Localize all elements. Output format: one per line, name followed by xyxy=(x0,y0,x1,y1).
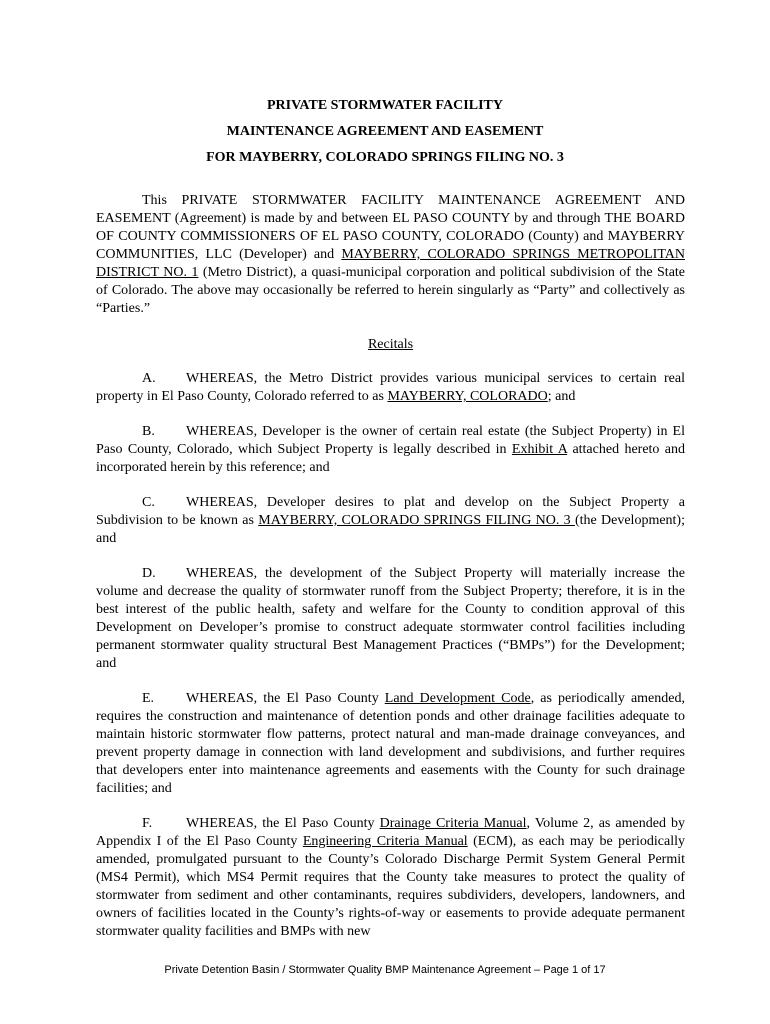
recital-letter: A. xyxy=(142,371,156,386)
recital-underlined: MAYBERRY, COLORADO xyxy=(387,389,548,404)
intro-paragraph xyxy=(96,192,685,318)
recital-d xyxy=(96,565,685,673)
recital-text: (the Development); and xyxy=(96,513,685,546)
title-line-2: MAINTENANCE AGREEMENT AND EASEMENT xyxy=(226,124,544,139)
title-line-3: FOR MAYBERRY, COLORADO SPRINGS FILING NO. 3 xyxy=(206,150,564,165)
title-line-1: PRIVATE STORMWATER FACILITY xyxy=(267,98,503,113)
document-title xyxy=(0,93,770,171)
recital-text: WHEREAS, Developer is the owner of certain real estate (the Subject Property) in El Paso County, Colorado, which Subject Property is legally described in xyxy=(96,424,685,457)
recital-underlined: MAYBERRY, COLORADO SPRINGS FILING NO. 3 xyxy=(258,513,575,528)
recital-letter: E. xyxy=(142,691,155,706)
recital-letter: B. xyxy=(142,424,155,439)
recital-letter: F. xyxy=(142,816,153,831)
recital-text: , Volume 2, as amended by Appendix I of the El Paso County xyxy=(96,816,685,849)
recital-b xyxy=(96,423,685,477)
recital-f xyxy=(96,815,685,941)
recital-text: , as periodically amended, requires the construction and maintenance of detention ponds and other drainage facilities adequate to maintain historic stormwater flow patterns, protect natural and man-made drainage conveyances, and prevent property damage in connection with land development and subdivisions, and further requires that developers enter into maintenance agreements and easements with the County for such drainage facilities; and xyxy=(96,691,685,796)
recital-letter: D. xyxy=(142,566,156,581)
intro-text-2: (Metro District), a quasi-municipal corporation and political subdivision of the State of Colorado. The above may occasionally be referred to herein singularly as “Party” and collectively as “Parties.” xyxy=(96,265,686,316)
document-body xyxy=(96,192,685,958)
recital-text: WHEREAS, the El Paso County xyxy=(186,816,380,831)
metro-district-name: MAYBERRY, COLORADO SPRINGS METROPOLITAN DISTRICT NO. 1 xyxy=(96,247,685,280)
recital-e xyxy=(96,690,685,798)
intro-text-1: This PRIVATE STORMWATER FACILITY MAINTENANCE AGREEMENT AND EASEMENT (Agreement) is made by and between EL PASO COUNTY by and through THE BOARD OF COUNTY COMMISSIONERS OF EL PASO COUNTY, COLORADO (County) and MAYBERRY COMMUNITIES, LLC (Developer) and xyxy=(96,193,685,262)
recital-underlined: Land Development Code xyxy=(384,691,531,706)
recital-text: WHEREAS, the El Paso County xyxy=(186,691,385,706)
recital-text: ; and xyxy=(547,389,576,404)
recital-text: WHEREAS, the Metro District provides various municipal services to certain real property in El Paso County, Colorado referred to as xyxy=(96,371,685,404)
recital-underlined: Drainage Criteria Manual xyxy=(379,816,527,831)
recitals-heading: Recitals xyxy=(367,337,414,352)
recital-text: WHEREAS, the development of the Subject Property will materially increase the volume and decrease the quality of stormwater runoff from the Subject Property; therefore, it is in the best interest of the public health, safety and welfare for the County to condition approval of this Development on Developer’s promise to construct adequate stormwater control facilities including permanent stormwater quality structural Best Management Practices (“BMPs”) for the Development; and xyxy=(96,566,685,671)
page-footer: Private Detention Basin / Stormwater Quality BMP Maintenance Agreement – Page 1 of 17 xyxy=(164,964,606,976)
recital-c xyxy=(96,494,685,548)
recital-underlined: Exhibit A xyxy=(511,442,568,457)
recital-letter: C. xyxy=(142,495,155,510)
recital-a xyxy=(96,370,685,406)
recital-underlined: Engineering Criteria Manual xyxy=(302,834,468,849)
recital-text: WHEREAS, Developer desires to plat and develop on the Subject Property a Subdivision to be known as xyxy=(96,495,685,528)
recital-text: (ECM), as each may be periodically amended, promulgated pursuant to the County’s Colorado Discharge Permit System General Permit (MS4 Permit), which MS4 Permit requires that the County take measures to protect the quality of stormwater from sediment and other contaminants, requires subdividers, developers, landowners, and owners of facilities located in the County’s rights-of-way or easements to provide adequate permanent stormwater quality facilities and BMPs with new xyxy=(96,834,685,939)
recital-text: attached hereto and incorporated herein by this reference; and xyxy=(96,442,686,475)
